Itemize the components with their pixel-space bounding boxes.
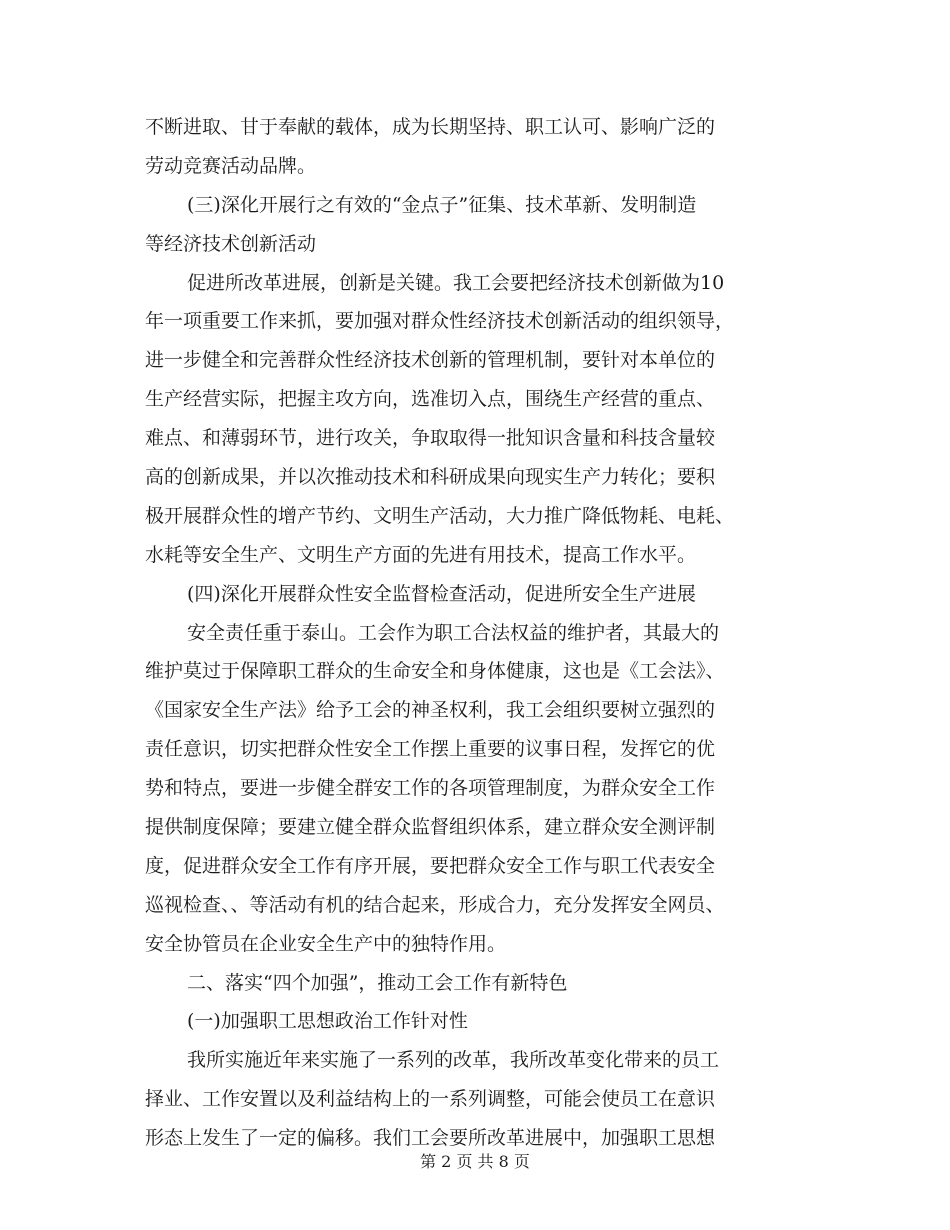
section-heading-continued: 等经济技术创新活动 (145, 232, 317, 255)
body-text-line: 势和特点，要进一步健全群安工作的各项管理制度，为群众安全工作 (145, 777, 716, 800)
body-text-line: 水耗等安全生产、文明生产方面的先进有用技术，提高工作水平。 (145, 543, 697, 566)
body-text-line: 年一项重要工作来抓，要加强对群众性经济技术创新活动的组织领导， (145, 310, 735, 333)
paragraph-start: 安全责任重于泰山。工会作为职工合法权益的维护者，其最大的 (187, 621, 720, 644)
body-text-line: 劳动竞赛活动品牌。 (145, 154, 317, 177)
body-text-line: 《国家安全生产法》给予工会的神圣权利，我工会组织要树立强烈的 (145, 699, 716, 722)
body-text-line: 提供制度保障；要建立健全群众监督组织体系，建立群众安全测评制 (145, 816, 716, 839)
paragraph-start: 促进所改革进展，创新是关键。我工会要把经济技术创新做为10 (187, 271, 725, 294)
body-text-line: 维护莫过于保障职工群众的生命安全和身体健康，这也是《工会法》、 (145, 660, 725, 683)
body-text-line: 难点、和薄弱环节，进行攻关，争取取得一批知识含量和科技含量较 (145, 427, 716, 450)
body-text-line: 安全协管员在企业安全生产中的独特作用。 (145, 932, 507, 955)
document-body (145, 108, 805, 1158)
body-text-line: 进一步健全和完善群众性经济技术创新的管理机制，要针对本单位的 (145, 349, 716, 372)
body-text-line: 极开展群众性的增产节约、文明生产活动，大力推广降低物耗、电耗、 (145, 504, 735, 527)
page-number-footer: 第 2 页 共 8 页 (420, 1152, 530, 1171)
body-text-line: 巡视检查、、等活动有机的结合起来，形成合力，充分发挥安全网员、 (145, 893, 725, 916)
body-text-line: 高的创新成果，并以次推动技术和科研成果向现实生产力转化；要积 (145, 466, 716, 489)
body-text-line: 责任意识，切实把群众性安全工作摆上重要的议事日程，发挥它的优 (145, 738, 716, 761)
body-text-line: 度，促进群众安全工作有序开展，要把群众安全工作与职工代表安全 (145, 854, 716, 877)
paragraph-start: 我所实施近年来实施了一系列的改革，我所改革变化带来的员工 (187, 1049, 720, 1072)
chapter-heading: 二、落实“四个加强”，推动工会工作有新特色 (187, 971, 568, 994)
section-heading: (三)深化开展行之有效的“金点子”征集、技术革新、发明制造 (187, 193, 697, 216)
section-heading: (一)加强职工思想政治工作针对性 (187, 1010, 468, 1033)
body-text-line: 不断进取、甘于奉献的载体，成为长期坚持、职工认可、影响广泛的 (145, 116, 716, 138)
body-text-line: 生产经营实际，把握主攻方向，选准切入点，围绕生产经营的重点、 (145, 388, 716, 411)
body-text-line: 形态上发生了一定的偏移。我们工会要所改革进展中，加强职工思想 (145, 1127, 716, 1150)
section-heading: (四)深化开展群众性安全监督检查活动，促进所安全生产进展 (187, 582, 696, 605)
body-text-line: 择业、工作安置以及利益结构上的一系列调整，可能会使员工在意识 (145, 1088, 716, 1111)
